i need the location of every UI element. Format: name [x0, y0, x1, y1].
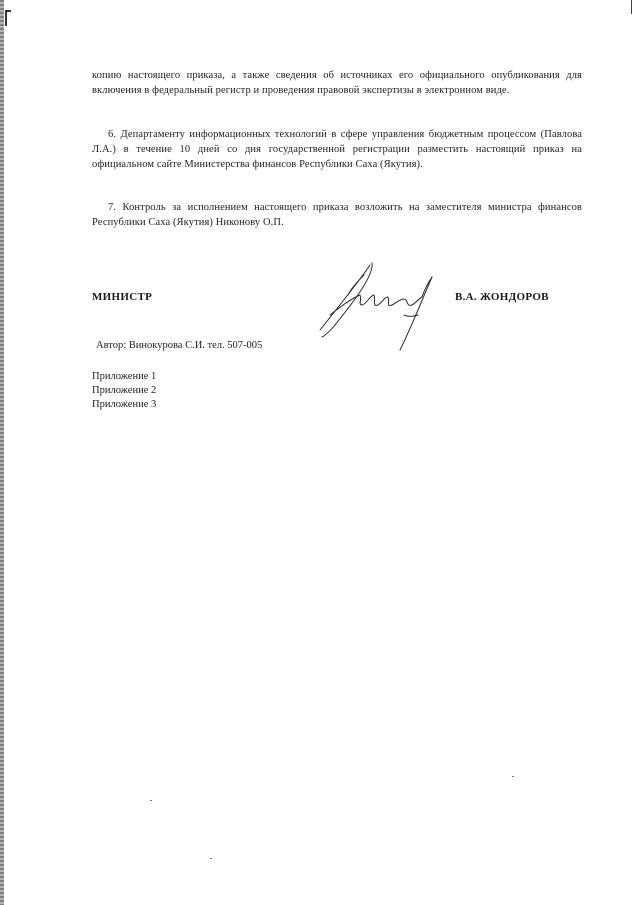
scan-edge-right: [631, 0, 632, 14]
scan-corner-mark: [5, 10, 11, 26]
signatory-name: В.А. ЖОНДОРОВ: [455, 291, 549, 303]
paragraph-item-6: 6. Департаменту информационных технологий в сфере управления бюджетным процессом (Павлова Л.А.) в течение 10 дней со дня государственной регистрации разместить настоящий приказ на официальном сайте Министерства финансов Республики Саха (Якутия).: [92, 129, 582, 170]
author-line: Автор: Винокурова С.И. тел. 507-005: [96, 340, 263, 351]
scan-edge-left: [0, 0, 4, 905]
attachments-list: [92, 370, 156, 412]
signatory-title: МИНИСТР: [92, 291, 153, 303]
attachment-item: Приложение 1: [92, 371, 157, 382]
attachment-item: Приложение 3: [92, 399, 157, 410]
scan-speck: [150, 800, 152, 801]
scan-speck: [210, 858, 212, 859]
paragraph-item-7: 7. Контроль за исполнением настоящего приказа возложить на заместителя министра финансов Республики Саха (Якутия) Никонову О.П.: [92, 202, 582, 228]
handwritten-signature: [300, 255, 460, 365]
scan-speck: [512, 776, 514, 777]
paragraph-continuation: копию настоящего приказа, а также сведения об источниках его официального опубликования для включения в федеральный регистр и проведения правовой экспертизы в электронном виде.: [92, 70, 582, 96]
attachment-item: Приложение 2: [92, 385, 157, 396]
